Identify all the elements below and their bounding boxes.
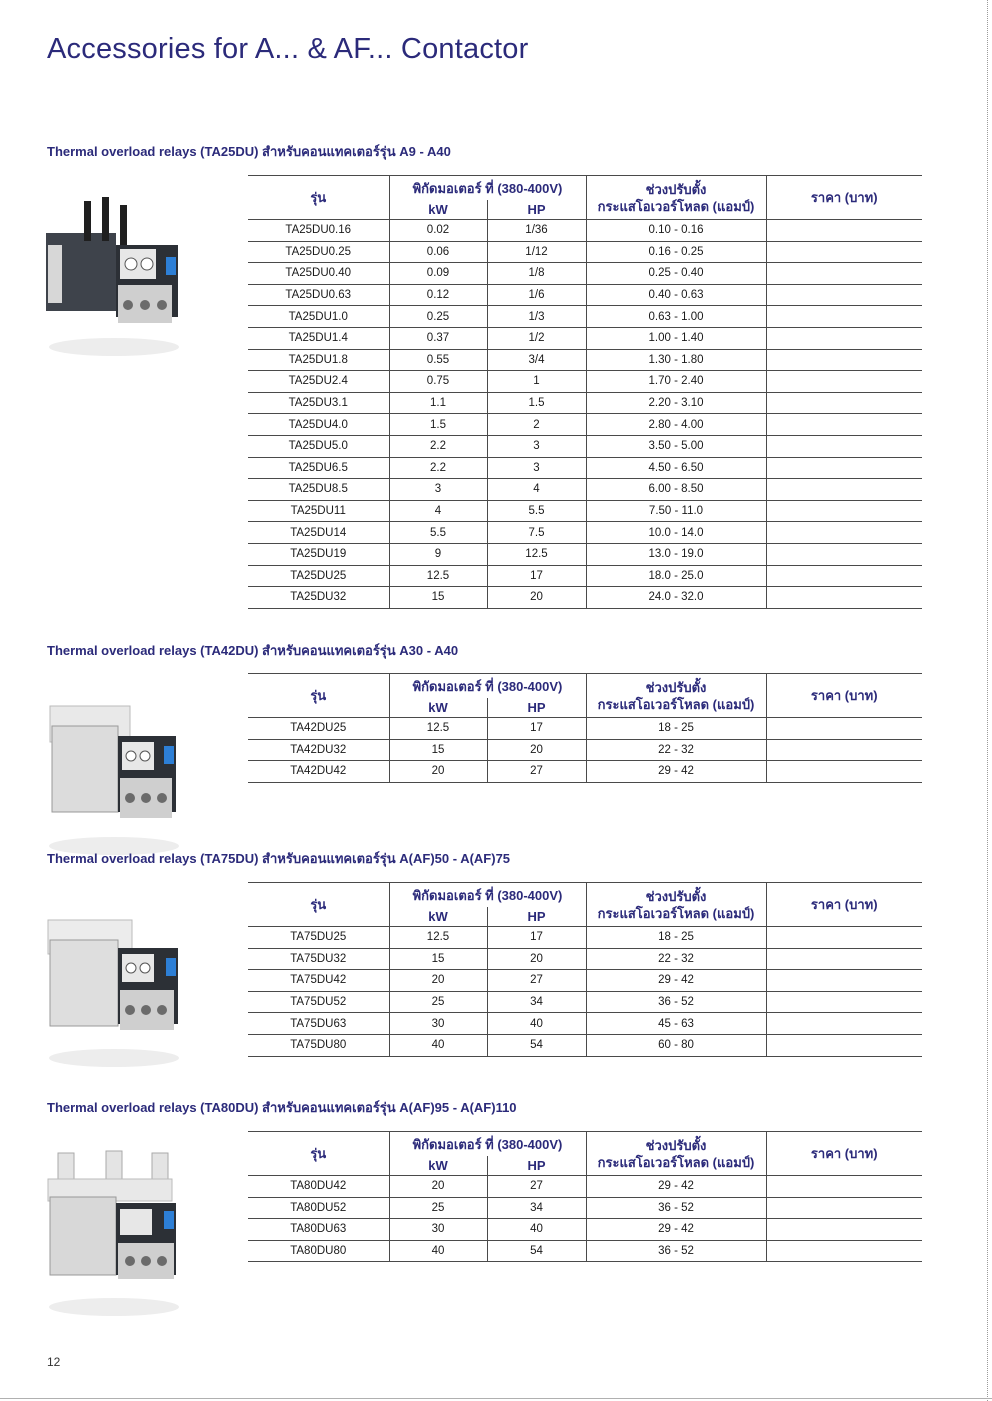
cell-range: 18 - 25 bbox=[586, 718, 766, 740]
cell-range: 1.30 - 1.80 bbox=[586, 349, 766, 371]
cell-price bbox=[766, 435, 922, 457]
cell-kw: 0.06 bbox=[389, 241, 487, 263]
cell-hp: 20 bbox=[487, 587, 586, 609]
cell-price bbox=[766, 479, 922, 501]
cell-model: TA42DU32 bbox=[248, 739, 389, 761]
section-title: Thermal overload relays (TA42DU) สำหรับคอนแทคเตอร์รุ่น A30 - A40 bbox=[47, 643, 459, 658]
col-header-model: รุ่น bbox=[248, 674, 389, 718]
cell-hp: 34 bbox=[487, 1197, 586, 1219]
range-header-line2: กระแสโอเวอร์โหลด (แอมป์) bbox=[597, 198, 755, 214]
cell-range: 18.0 - 25.0 bbox=[586, 565, 766, 587]
col-header-price: ราคา (บาท) bbox=[766, 674, 922, 718]
cell-range: 0.25 - 0.40 bbox=[586, 263, 766, 285]
relay-spec-table bbox=[248, 882, 922, 1057]
cell-range: 2.80 - 4.00 bbox=[586, 414, 766, 436]
table-row bbox=[248, 1034, 922, 1056]
col-header-motor-rating: พิกัดมอเตอร์ ที่ (380-400V) bbox=[389, 674, 586, 699]
cell-hp: 12.5 bbox=[487, 543, 586, 565]
cell-model: TA75DU63 bbox=[248, 1013, 389, 1035]
cell-hp: 1.5 bbox=[487, 392, 586, 414]
cell-model: TA75DU25 bbox=[248, 927, 389, 949]
cell-price bbox=[766, 414, 922, 436]
cell-range: 29 - 42 bbox=[586, 1219, 766, 1241]
cell-range: 13.0 - 19.0 bbox=[586, 543, 766, 565]
page-number: 12 bbox=[47, 1355, 61, 1369]
table-row bbox=[248, 392, 922, 414]
cell-hp: 3 bbox=[487, 457, 586, 479]
cell-kw: 12.5 bbox=[389, 565, 487, 587]
cell-model: TA25DU0.25 bbox=[248, 241, 389, 263]
cell-price bbox=[766, 761, 922, 783]
cell-kw: 15 bbox=[389, 587, 487, 609]
table-row bbox=[248, 565, 922, 587]
range-header-line2: กระแสโอเวอร์โหลด (แอมป์) bbox=[597, 905, 755, 921]
cell-kw: 2.2 bbox=[389, 457, 487, 479]
table-row bbox=[248, 284, 922, 306]
cell-hp: 4 bbox=[487, 479, 586, 501]
cell-kw: 30 bbox=[389, 1219, 487, 1241]
cell-hp: 1/12 bbox=[487, 241, 586, 263]
page-title: Accessories for A... & AF... Contactor bbox=[47, 33, 529, 65]
cell-range: 0.40 - 0.63 bbox=[586, 284, 766, 306]
range-header-line1: ช่วงปรับตั้ง bbox=[645, 888, 707, 904]
table-row bbox=[248, 970, 922, 992]
cell-price bbox=[766, 220, 922, 242]
cell-price bbox=[766, 1034, 922, 1056]
range-header-line1: ช่วงปรับตั้ง bbox=[645, 181, 707, 197]
cell-price bbox=[766, 991, 922, 1013]
cell-model: TA80DU80 bbox=[248, 1240, 389, 1262]
table-row bbox=[248, 220, 922, 242]
col-header-price: ราคา (บาท) bbox=[766, 883, 922, 927]
table-row bbox=[248, 718, 922, 740]
cell-model: TA25DU11 bbox=[248, 500, 389, 522]
cell-range: 3.50 - 5.00 bbox=[586, 435, 766, 457]
relay-spec-table bbox=[248, 175, 922, 609]
table-row bbox=[248, 457, 922, 479]
cell-price bbox=[766, 349, 922, 371]
cell-kw: 20 bbox=[389, 1176, 487, 1198]
cell-hp: 27 bbox=[487, 761, 586, 783]
col-header-range bbox=[586, 176, 766, 220]
cell-hp: 34 bbox=[487, 991, 586, 1013]
cell-hp: 1/2 bbox=[487, 327, 586, 349]
cell-hp: 27 bbox=[487, 970, 586, 992]
cell-price bbox=[766, 306, 922, 328]
cell-range: 0.10 - 0.16 bbox=[586, 220, 766, 242]
cell-model: TA25DU1.0 bbox=[248, 306, 389, 328]
cell-hp: 40 bbox=[487, 1219, 586, 1241]
cell-kw: 0.09 bbox=[389, 263, 487, 285]
cell-kw: 25 bbox=[389, 1197, 487, 1219]
col-header-kw: kW bbox=[389, 1156, 487, 1176]
col-header-kw: kW bbox=[389, 200, 487, 220]
table-row bbox=[248, 1197, 922, 1219]
table-row bbox=[248, 522, 922, 544]
cell-model: TA75DU52 bbox=[248, 991, 389, 1013]
range-header-line2: กระแสโอเวอร์โหลด (แอมป์) bbox=[597, 1154, 755, 1170]
relay-spec-table bbox=[248, 673, 922, 783]
cell-kw: 12.5 bbox=[389, 718, 487, 740]
cell-hp: 20 bbox=[487, 739, 586, 761]
cell-price bbox=[766, 263, 922, 285]
cell-price bbox=[766, 500, 922, 522]
relay-product-image bbox=[44, 686, 184, 856]
col-header-hp: HP bbox=[487, 907, 586, 927]
cell-model: TA80DU63 bbox=[248, 1219, 389, 1241]
col-header-kw: kW bbox=[389, 907, 487, 927]
table-row bbox=[248, 241, 922, 263]
cell-kw: 0.25 bbox=[389, 306, 487, 328]
table-row bbox=[248, 1176, 922, 1198]
cell-model: TA25DU1.4 bbox=[248, 327, 389, 349]
cell-kw: 30 bbox=[389, 1013, 487, 1035]
cell-kw: 0.37 bbox=[389, 327, 487, 349]
cell-price bbox=[766, 522, 922, 544]
cell-price bbox=[766, 1013, 922, 1035]
cell-kw: 3 bbox=[389, 479, 487, 501]
table-row bbox=[248, 587, 922, 609]
cell-kw: 20 bbox=[389, 761, 487, 783]
cell-price bbox=[766, 327, 922, 349]
col-header-hp: HP bbox=[487, 1156, 586, 1176]
cell-range: 2.20 - 3.10 bbox=[586, 392, 766, 414]
cell-model: TA25DU14 bbox=[248, 522, 389, 544]
cell-hp: 1/8 bbox=[487, 263, 586, 285]
table-row bbox=[248, 991, 922, 1013]
cell-hp: 3/4 bbox=[487, 349, 586, 371]
cell-kw: 25 bbox=[389, 991, 487, 1013]
cell-range: 7.50 - 11.0 bbox=[586, 500, 766, 522]
cell-hp: 5.5 bbox=[487, 500, 586, 522]
cell-hp: 3 bbox=[487, 435, 586, 457]
table-row bbox=[248, 500, 922, 522]
cell-price bbox=[766, 1240, 922, 1262]
cell-range: 45 - 63 bbox=[586, 1013, 766, 1035]
cell-kw: 12.5 bbox=[389, 927, 487, 949]
cell-kw: 20 bbox=[389, 970, 487, 992]
table-row bbox=[248, 1013, 922, 1035]
cell-range: 6.00 - 8.50 bbox=[586, 479, 766, 501]
cell-price bbox=[766, 718, 922, 740]
cell-range: 29 - 42 bbox=[586, 761, 766, 783]
cell-range: 60 - 80 bbox=[586, 1034, 766, 1056]
cell-range: 10.0 - 14.0 bbox=[586, 522, 766, 544]
range-header-line2: กระแสโอเวอร์โหลด (แอมป์) bbox=[597, 696, 755, 712]
cell-hp: 17 bbox=[487, 565, 586, 587]
col-header-motor-rating: พิกัดมอเตอร์ ที่ (380-400V) bbox=[389, 1132, 586, 1157]
cell-model: TA25DU0.16 bbox=[248, 220, 389, 242]
table-row bbox=[248, 927, 922, 949]
cell-price bbox=[766, 948, 922, 970]
cell-model: TA80DU52 bbox=[248, 1197, 389, 1219]
cell-range: 36 - 52 bbox=[586, 991, 766, 1013]
cell-price bbox=[766, 543, 922, 565]
cell-hp: 27 bbox=[487, 1176, 586, 1198]
cell-range: 1.70 - 2.40 bbox=[586, 371, 766, 393]
col-header-price: ราคา (บาท) bbox=[766, 176, 922, 220]
col-header-hp: HP bbox=[487, 698, 586, 718]
section-title: Thermal overload relays (TA75DU) สำหรับคอนแทคเตอร์รุ่น A(AF)50 - A(AF)75 bbox=[47, 851, 511, 866]
cell-hp: 1/36 bbox=[487, 220, 586, 242]
cell-kw: 5.5 bbox=[389, 522, 487, 544]
cell-kw: 9 bbox=[389, 543, 487, 565]
cell-range: 22 - 32 bbox=[586, 739, 766, 761]
cell-range: 22 - 32 bbox=[586, 948, 766, 970]
cell-price bbox=[766, 392, 922, 414]
cell-model: TA25DU32 bbox=[248, 587, 389, 609]
cell-kw: 15 bbox=[389, 948, 487, 970]
cell-model: TA25DU5.0 bbox=[248, 435, 389, 457]
section-title: Thermal overload relays (TA80DU) สำหรับคอนแทคเตอร์รุ่น A(AF)95 - A(AF)110 bbox=[47, 1100, 517, 1115]
cell-model: TA80DU42 bbox=[248, 1176, 389, 1198]
cell-hp: 1/6 bbox=[487, 284, 586, 306]
range-header-line1: ช่วงปรับตั้ง bbox=[645, 1137, 707, 1153]
cell-hp: 17 bbox=[487, 927, 586, 949]
table-row bbox=[248, 327, 922, 349]
cell-kw: 1.1 bbox=[389, 392, 487, 414]
cell-kw: 0.12 bbox=[389, 284, 487, 306]
cell-kw: 15 bbox=[389, 739, 487, 761]
cell-price bbox=[766, 457, 922, 479]
page-bottom-rule bbox=[0, 1398, 992, 1399]
cell-hp: 17 bbox=[487, 718, 586, 740]
cell-model: TA42DU42 bbox=[248, 761, 389, 783]
table-row bbox=[248, 349, 922, 371]
cell-price bbox=[766, 284, 922, 306]
cell-kw: 0.75 bbox=[389, 371, 487, 393]
cell-kw: 1.5 bbox=[389, 414, 487, 436]
cell-price bbox=[766, 241, 922, 263]
table-row bbox=[248, 543, 922, 565]
cell-range: 29 - 42 bbox=[586, 970, 766, 992]
section-title: Thermal overload relays (TA25DU) สำหรับคอนแทคเตอร์รุ่น A9 - A40 bbox=[47, 144, 451, 159]
cell-range: 36 - 52 bbox=[586, 1197, 766, 1219]
table-row bbox=[248, 761, 922, 783]
cell-model: TA42DU25 bbox=[248, 718, 389, 740]
cell-hp: 1/3 bbox=[487, 306, 586, 328]
cell-model: TA75DU42 bbox=[248, 970, 389, 992]
cell-price bbox=[766, 371, 922, 393]
cell-model: TA25DU1.8 bbox=[248, 349, 389, 371]
cell-model: TA25DU2.4 bbox=[248, 371, 389, 393]
cell-model: TA75DU80 bbox=[248, 1034, 389, 1056]
table-row bbox=[248, 739, 922, 761]
col-header-kw: kW bbox=[389, 698, 487, 718]
cell-price bbox=[766, 739, 922, 761]
col-header-model: รุ่น bbox=[248, 1132, 389, 1176]
col-header-price: ราคา (บาท) bbox=[766, 1132, 922, 1176]
cell-hp: 2 bbox=[487, 414, 586, 436]
cell-kw: 0.55 bbox=[389, 349, 487, 371]
cell-price bbox=[766, 587, 922, 609]
cell-model: TA75DU32 bbox=[248, 948, 389, 970]
cell-model: TA25DU3.1 bbox=[248, 392, 389, 414]
cell-model: TA25DU19 bbox=[248, 543, 389, 565]
col-header-range bbox=[586, 674, 766, 718]
cell-range: 0.63 - 1.00 bbox=[586, 306, 766, 328]
col-header-range bbox=[586, 1132, 766, 1176]
cell-hp: 7.5 bbox=[487, 522, 586, 544]
cell-price bbox=[766, 970, 922, 992]
table-row bbox=[248, 414, 922, 436]
cell-price bbox=[766, 1176, 922, 1198]
table-row bbox=[248, 371, 922, 393]
relay-spec-table bbox=[248, 1131, 922, 1262]
table-row bbox=[248, 306, 922, 328]
col-header-motor-rating: พิกัดมอเตอร์ ที่ (380-400V) bbox=[389, 883, 586, 908]
table-row bbox=[248, 1219, 922, 1241]
cell-range: 18 - 25 bbox=[586, 927, 766, 949]
cell-price bbox=[766, 1197, 922, 1219]
cell-range: 4.50 - 6.50 bbox=[586, 457, 766, 479]
cell-model: TA25DU25 bbox=[248, 565, 389, 587]
cell-model: TA25DU0.40 bbox=[248, 263, 389, 285]
col-header-model: รุ่น bbox=[248, 883, 389, 927]
cell-price bbox=[766, 927, 922, 949]
cell-price bbox=[766, 565, 922, 587]
cell-kw: 40 bbox=[389, 1034, 487, 1056]
cell-price bbox=[766, 1219, 922, 1241]
col-header-hp: HP bbox=[487, 200, 586, 220]
cell-kw: 4 bbox=[389, 500, 487, 522]
cell-hp: 20 bbox=[487, 948, 586, 970]
cell-range: 36 - 52 bbox=[586, 1240, 766, 1262]
cell-model: TA25DU4.0 bbox=[248, 414, 389, 436]
cell-range: 29 - 42 bbox=[586, 1176, 766, 1198]
col-header-range bbox=[586, 883, 766, 927]
cell-kw: 2.2 bbox=[389, 435, 487, 457]
table-row bbox=[248, 479, 922, 501]
cell-kw: 40 bbox=[389, 1240, 487, 1262]
relay-product-image bbox=[44, 187, 184, 357]
cell-hp: 40 bbox=[487, 1013, 586, 1035]
cell-hp: 1 bbox=[487, 371, 586, 393]
relay-product-image bbox=[44, 1147, 184, 1317]
table-row bbox=[248, 435, 922, 457]
cell-kw: 0.02 bbox=[389, 220, 487, 242]
cell-range: 0.16 - 0.25 bbox=[586, 241, 766, 263]
cell-model: TA25DU0.63 bbox=[248, 284, 389, 306]
table-row bbox=[248, 1240, 922, 1262]
table-row bbox=[248, 948, 922, 970]
relay-product-image bbox=[44, 898, 184, 1068]
range-header-line1: ช่วงปรับตั้ง bbox=[645, 679, 707, 695]
col-header-motor-rating: พิกัดมอเตอร์ ที่ (380-400V) bbox=[389, 176, 586, 201]
cell-range: 24.0 - 32.0 bbox=[586, 587, 766, 609]
col-header-model: รุ่น bbox=[248, 176, 389, 220]
page-edge-dotted bbox=[987, 0, 988, 1401]
cell-range: 1.00 - 1.40 bbox=[586, 327, 766, 349]
cell-model: TA25DU8.5 bbox=[248, 479, 389, 501]
cell-hp: 54 bbox=[487, 1240, 586, 1262]
cell-model: TA25DU6.5 bbox=[248, 457, 389, 479]
table-row bbox=[248, 263, 922, 285]
cell-hp: 54 bbox=[487, 1034, 586, 1056]
